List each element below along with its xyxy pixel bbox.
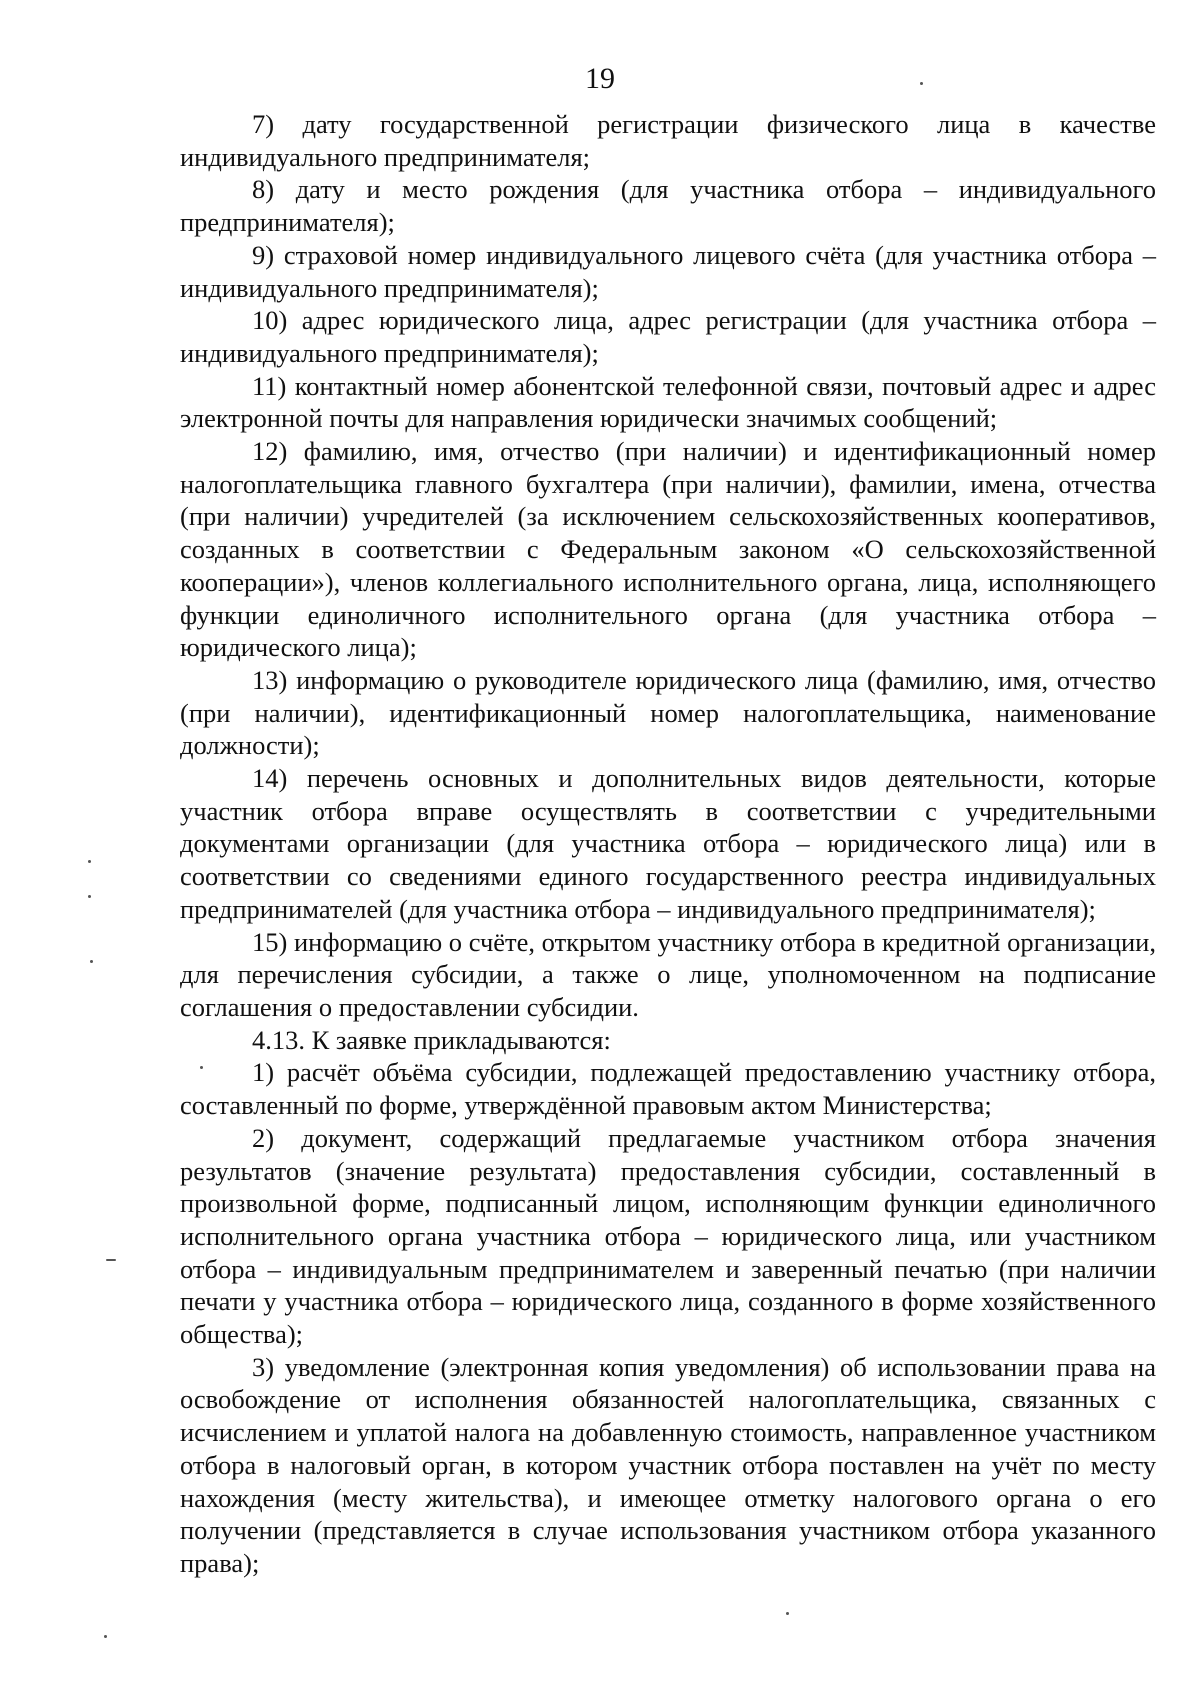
scan-speck	[200, 1066, 203, 1069]
scan-speck	[88, 860, 91, 863]
paragraph-item-13: 13) информацию о руководителе юридического лица (фамилию, имя, отчество (при наличии), идентификационный номер налогоплательщика, наименование должности);	[180, 664, 1156, 761]
paragraph-item-10: 10) адрес юридического лица, адрес регистрации (для участника отбора – индивидуального предпринимателя);	[180, 305, 1156, 368]
document-body	[180, 108, 1156, 1580]
page-number: 19	[585, 62, 615, 95]
paragraph-item-8: 8) дату и место рождения (для участника отбора – индивидуального предпринимателя);	[180, 174, 1156, 238]
attachment-item-3: 3) уведомление (электронная копия уведомления) об использовании права на освобождение от исполнения обязанностей налогоплательщика, связанных с исчислением и уплатой налога на добавленную стоимость, направленное участником отбора в налоговый орган, в котором участник отбора поставлен на учёт по месту нахождения (месту жительства), и имеющее отметку налогового органа о его получении (представляется в случае использования участником отбора указанного права);	[180, 1351, 1156, 1578]
scan-speck	[786, 1612, 789, 1615]
scan-speck	[104, 1635, 107, 1638]
section-heading-4-13: 4.13. К заявке прикладываются:	[252, 1024, 611, 1055]
scan-speck	[106, 1259, 116, 1261]
paragraph-item-14: 14) перечень основных и дополнительных видов деятельности, которые участник отбора вправе осуществлять в соответствии с учредительными документами организации (для участника отбора – юридического лица) или в соответствии со сведениями единого государственного реестра индивидуальных предпринимателей (для участника отбора – индивидуального предпринимателя);	[180, 763, 1156, 924]
attachment-item-1: 1) расчёт объёма субсидии, подлежащей предоставлению участнику отбора, составленный по форме, утверждённой правовым актом Министерства;	[180, 1057, 1156, 1121]
paragraph-item-15: 15) информацию о счёте, открытом участнику отбора в кредитной организации, для перечисления субсидии, а также о лице, уполномоченном на подписание соглашения о предоставлении субсидии.	[180, 926, 1156, 1022]
paragraph-item-11: 11) контактный номер абонентской телефонной связи, почтовый адрес и адрес электронной почты для направления юридически значимых сообщений;	[180, 370, 1156, 434]
scan-speck	[920, 82, 923, 85]
scan-speck	[88, 895, 91, 898]
paragraph-item-9: 9) страховой номер индивидуального лицевого счёта (для участника отбора – индивидуального предпринимателя);	[180, 239, 1156, 303]
paragraph-item-7: 7) дату государственной регистрации физического лица в качестве индивидуального предпринимателя;	[180, 109, 1156, 172]
paragraph-item-12: 12) фамилию, имя, отчество (при наличии) и идентификационный номер налогоплательщика главного бухгалтера (при наличии), фамилии, имена, отчества (при наличии) учредителей (за исключением сельскохозяйственных кооперативов, созданных в соответствии с Федеральным законом «О сельскохозяйственной кооперации»), членов коллегиального исполнительного органа, лица, исполняющего функции единоличного исполнительного органа (для участника отбора – юридического лица);	[180, 436, 1156, 663]
scan-speck	[90, 960, 93, 963]
attachment-item-2: 2) документ, содержащий предлагаемые участником отбора значения результатов (значение результата) предоставления субсидии, составленный в произвольной форме, подписанный лицом, исполняющим функции единоличного исполнительного органа участника отбора – юридического лица, или участником отбора – индивидуальным предпринимателем и заверенный печатью (при наличии печати у участника отбора – юридического лица, созданного в форме хозяйственного общества);	[180, 1122, 1156, 1350]
